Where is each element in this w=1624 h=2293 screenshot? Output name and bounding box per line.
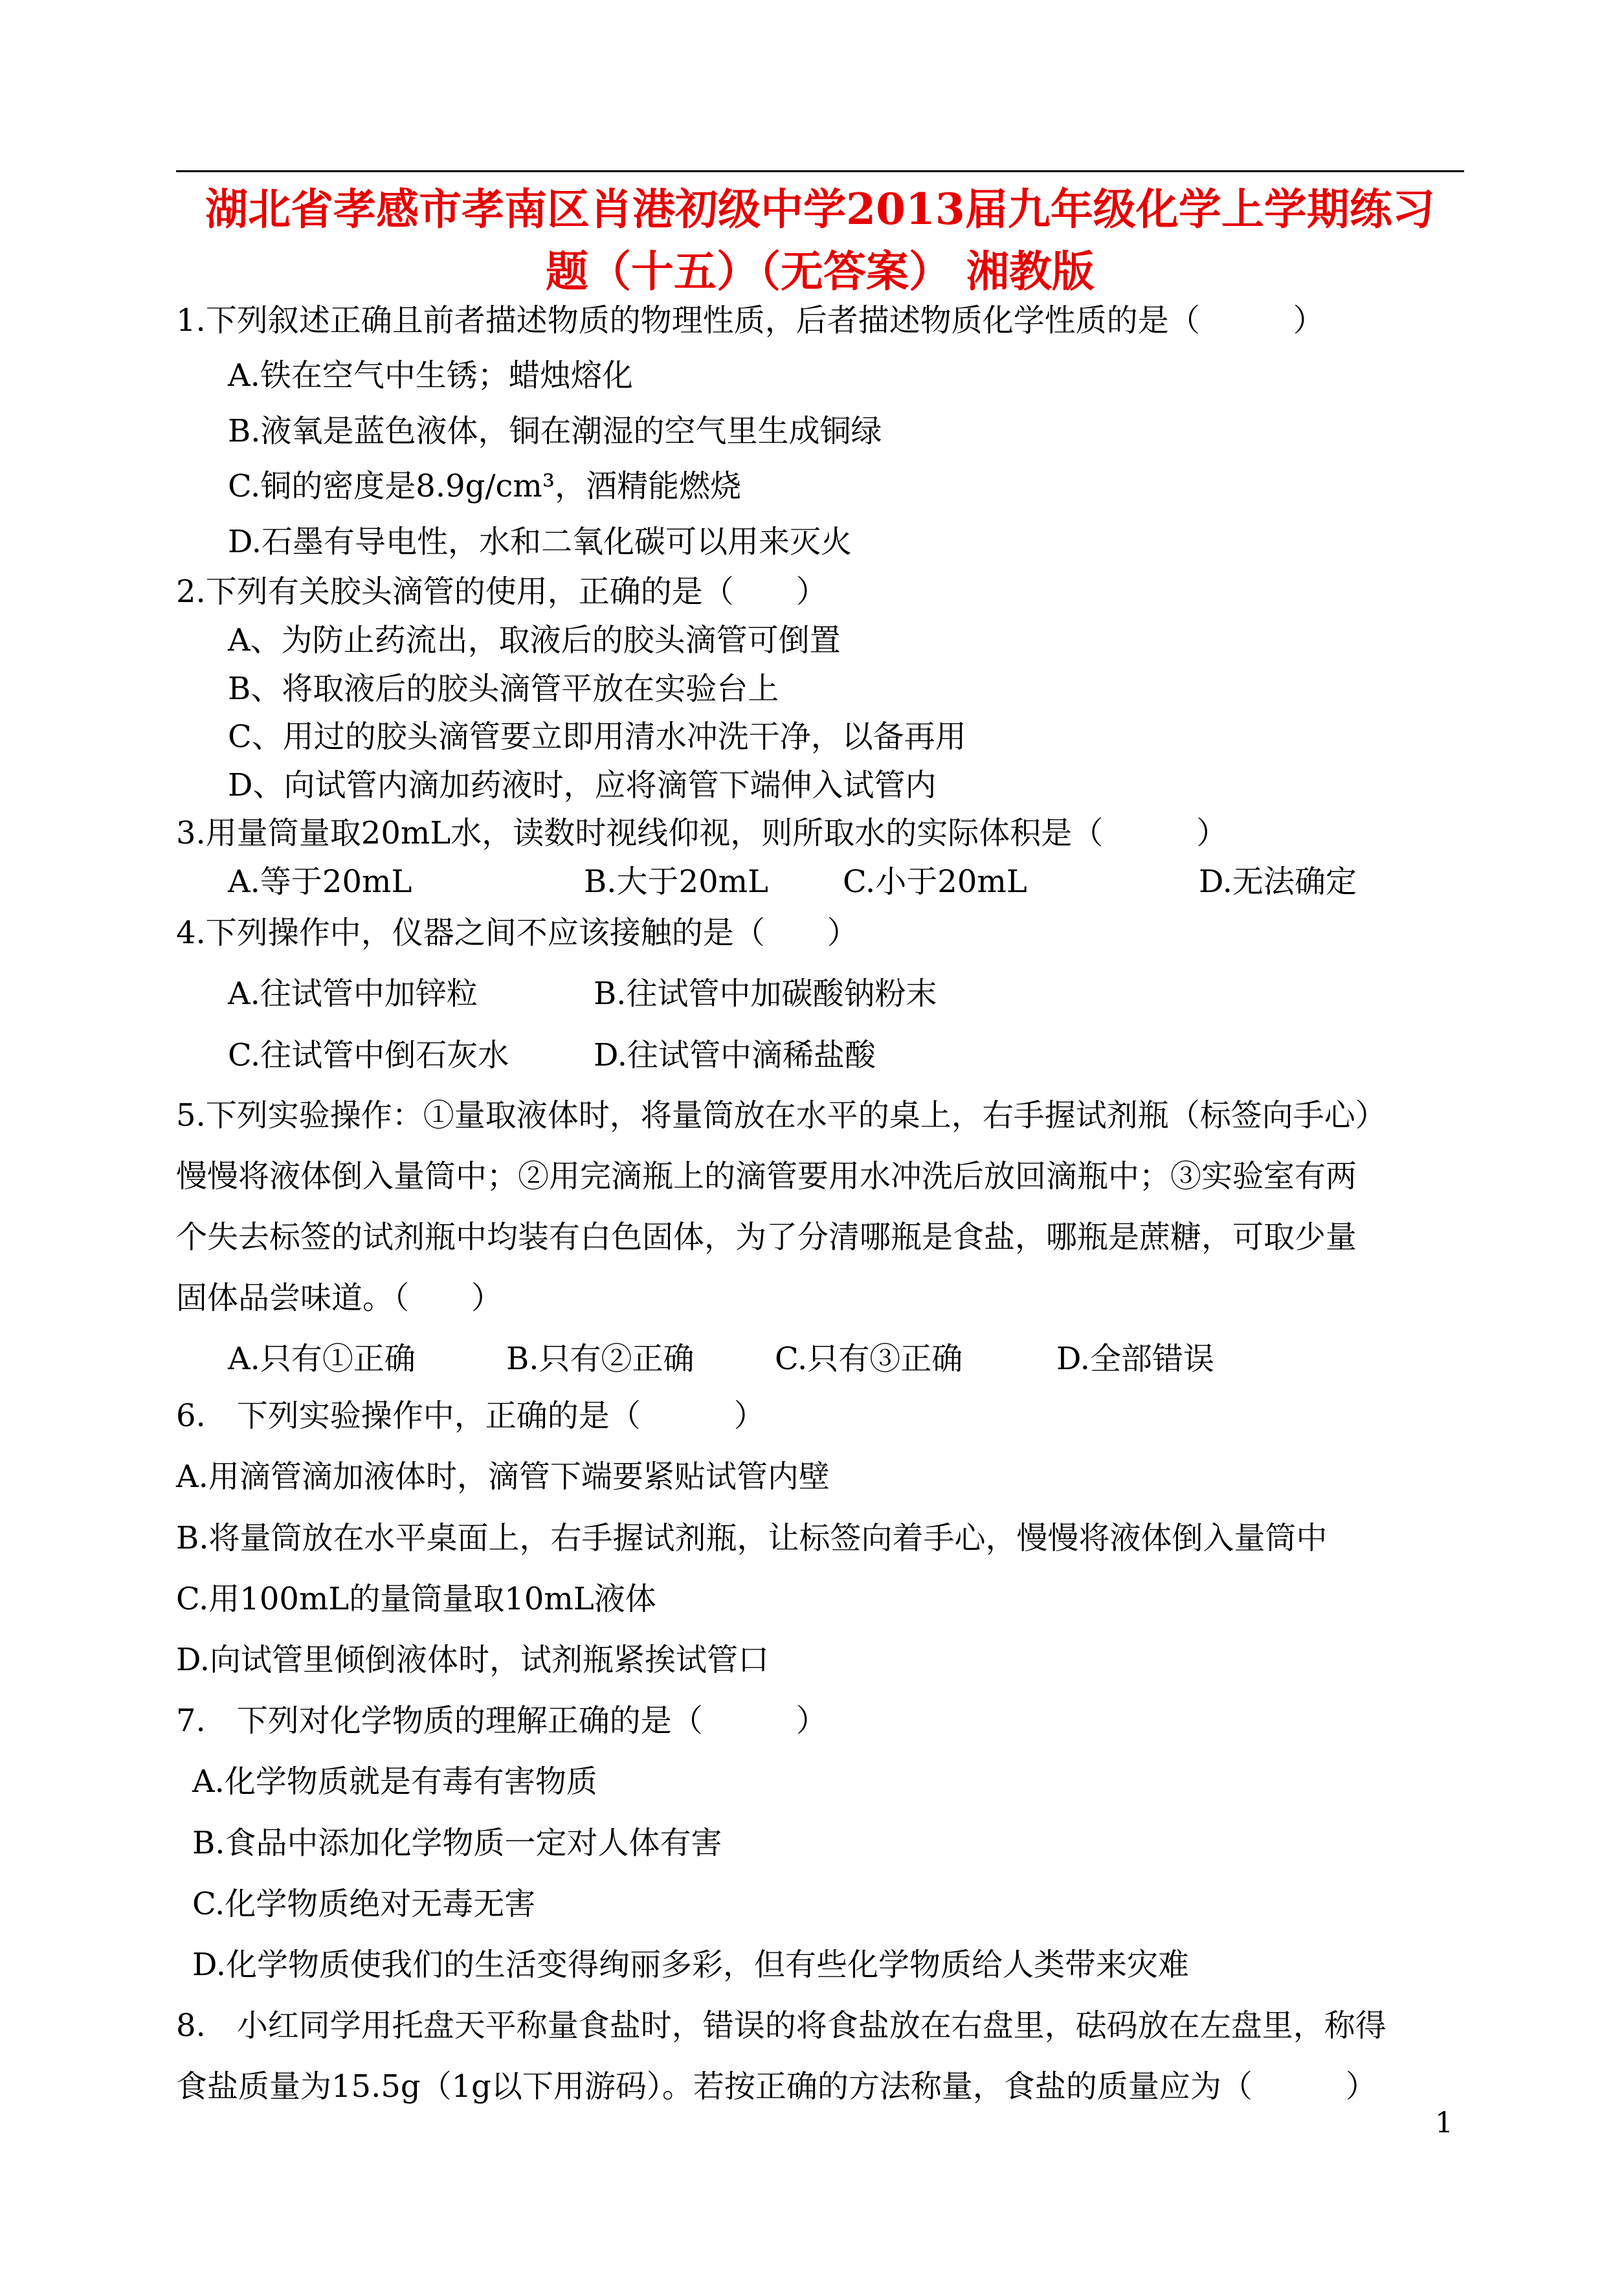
q4-option-c: C.往试管中倒石灰水 — [228, 1037, 509, 1073]
q4-option-d: D.往试管中滴稀盐酸 — [594, 1037, 876, 1073]
q2-option-d: D、向试管内滴加药液时，应将滴管下端伸入试管内 — [228, 767, 937, 803]
q7-option-b: B.食品中添加化学物质一定对人体有害 — [192, 1825, 722, 1861]
q5-stem-line-4: 固体品尝味道。（ ） — [176, 1280, 503, 1316]
q1-option-c: C.铜的密度是8.9g/cm³，酒精能燃烧 — [228, 468, 742, 504]
q6-option-b: B.将量筒放在水平桌面上，右手握试剂瓶，让标签向着手心，慢慢将液体倒入量筒中 — [176, 1520, 1328, 1556]
q4-stem: 4.下列操作中，仪器之间不应该接触的是（ ） — [176, 915, 858, 951]
q5-option-c: C.只有③正确 — [775, 1341, 963, 1377]
q6-option-d: D.向试管里倾倒液体时，试剂瓶紧挨试管口 — [176, 1642, 770, 1678]
q7-option-c: C.化学物质绝对无毒无害 — [192, 1886, 536, 1922]
q5-stem-line-1: 5.下列实验操作：①量取液体时，将量筒放在水平的桌上，右手握试剂瓶（标签向手心） — [176, 1097, 1386, 1134]
header-rule — [176, 170, 1464, 172]
q5-option-a: A.只有①正确 — [228, 1341, 416, 1377]
q1-option-b: B.液氧是蓝色液体，铜在潮湿的空气里生成铜绿 — [228, 413, 882, 449]
q2-option-a: A、为防止药流出，取液后的胶头滴管可倒置 — [228, 622, 841, 658]
q5-stem-line-2: 慢慢将液体倒入量筒中；②用完滴瓶上的滴管要用水冲洗后放回滴瓶中；③实验室有两 — [176, 1158, 1357, 1194]
q6-option-a: A.用滴管滴加液体时，滴管下端要紧贴试管内壁 — [176, 1459, 830, 1495]
q4-option-b: B.往试管中加碳酸钠粉末 — [594, 976, 937, 1012]
q6-option-c: C.用100mL的量筒量取10mL液体 — [176, 1581, 656, 1617]
q4-option-a: A.往试管中加锌粒 — [228, 976, 478, 1012]
q7-stem: 7. 下列对化学物质的理解正确的是（ ） — [176, 1703, 827, 1739]
page-number: 1 — [1435, 2107, 1453, 2140]
q3-stem: 3.用量筒量取20mL水，读数时视线仰视，则所取水的实际体积是（ ） — [176, 815, 1228, 851]
q3-option-d: D.无法确定 — [1199, 864, 1357, 900]
title-line-2: 题（十五）（无答案） 湘教版 — [546, 246, 1095, 296]
q5-stem-line-3: 个失去标签的试剂瓶中均装有白色固体，为了分清哪瓶是食盐，哪瓶是蔗糖，可取少量 — [176, 1219, 1357, 1255]
q1-stem: 1.下列叙述正确且前者描述物质的物理性质，后者描述物质化学性质的是（ ） — [176, 302, 1324, 339]
q2-option-b: B、将取液后的胶头滴管平放在实验台上 — [228, 671, 779, 707]
q1-option-d: D.石墨有导电性，水和二氧化碳可以用来灭火 — [228, 524, 852, 560]
q8-stem-line-2: 食盐质量为15.5g（1g以下用游码）。若按正确的方法称量，食盐的质量应为（ ） — [176, 2068, 1377, 2105]
q3-option-c: C.小于20mL — [843, 864, 1027, 900]
q3-option-a: A.等于20mL — [228, 864, 412, 900]
title-line-1: 湖北省孝感市孝南区肖港初级中学2013届九年级化学上学期练习 — [205, 184, 1435, 234]
q2-stem: 2.下列有关胶头滴管的使用，正确的是（ ） — [176, 574, 827, 610]
document-title — [176, 178, 1464, 302]
q8-stem-line-1: 8. 小红同学用托盘天平称量食盐时，错误的将食盐放在右盘里，砝码放在左盘里，称得 — [176, 2008, 1386, 2044]
q2-option-c: C、用过的胶头滴管要立即用清水冲洗干净，以备再用 — [228, 719, 966, 755]
q7-option-d: D.化学物质使我们的生活变得绚丽多彩，但有些化学物质给人类带来灾难 — [192, 1947, 1190, 1983]
q7-option-a: A.化学物质就是有毒有害物质 — [192, 1763, 597, 1800]
q3-option-b: B.大于20mL — [584, 864, 769, 900]
q5-option-d: D.全部错误 — [1056, 1341, 1215, 1377]
q6-stem: 6. 下列实验操作中，正确的是（ ） — [176, 1398, 765, 1434]
q1-option-a: A.铁在空气中生锈；蜡烛熔化 — [228, 357, 633, 394]
q5-option-b: B.只有②正确 — [506, 1341, 695, 1377]
